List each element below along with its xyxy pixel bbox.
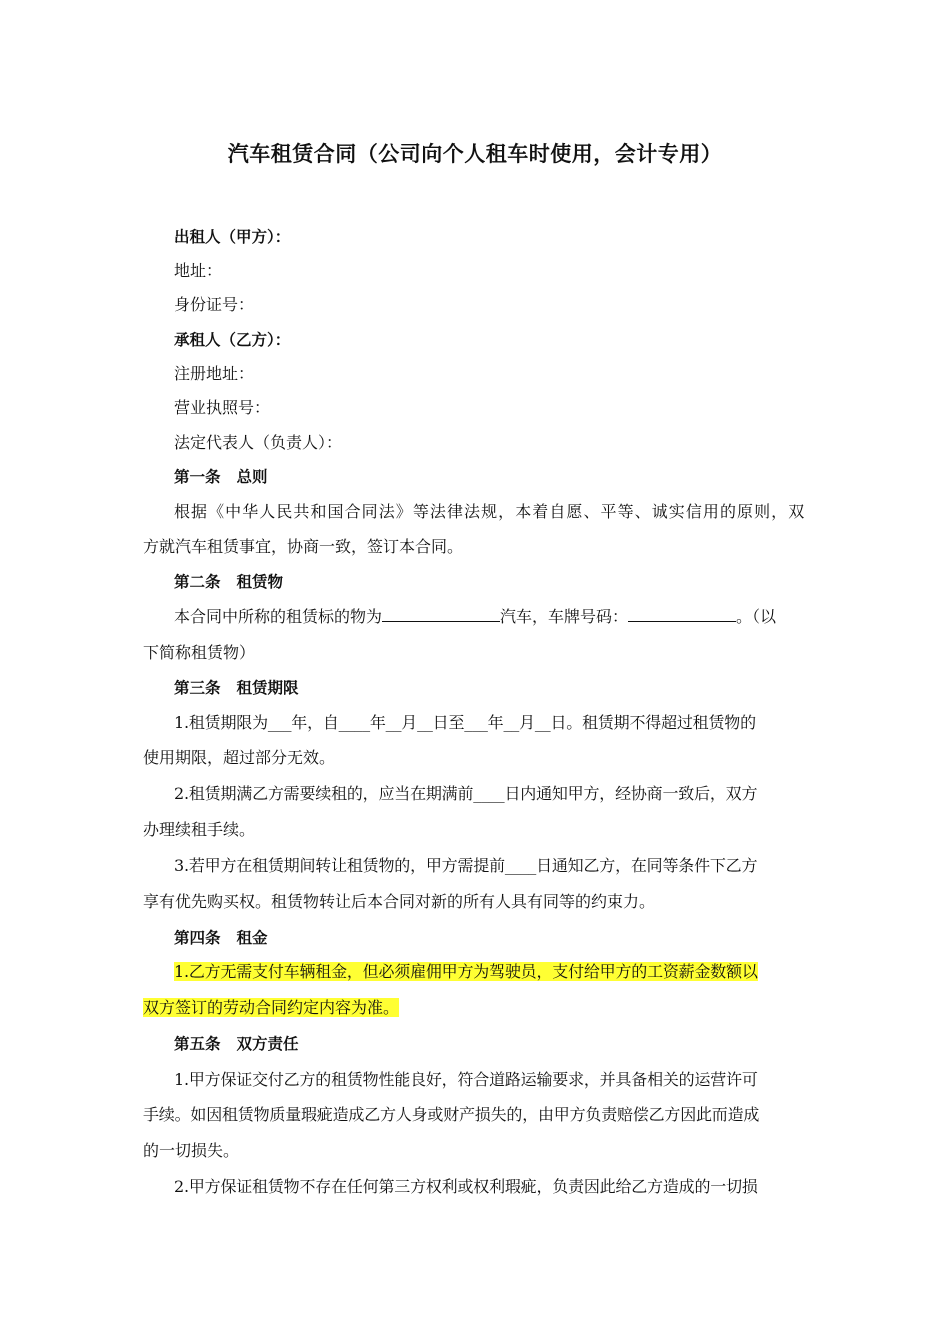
article-5-p1-line-3: 的一切损失。	[143, 1141, 240, 1160]
article-1-line-1: 根据《中华人民共和国合同法》等法律法规，本着自愿、平等、诚实信用的原则，双	[174, 502, 804, 521]
article-title: 租赁物	[236, 573, 284, 591]
legal-representative-label: 法定代表人（负责人）：	[174, 433, 343, 452]
article-2-line-1	[174, 607, 776, 627]
article-3-p1-line-1: 1.租赁期限为___年，自____年__月__日至___年__月__日。租赁期不得超过租赁物的	[174, 713, 756, 732]
blank-plate-number	[628, 607, 736, 622]
address-label: 地址：	[174, 261, 223, 280]
article-5-p2-line-1: 2.甲方保证租赁物不存在任何第三方权利或权利瑕疵，负责因此给乙方造成的一切损	[174, 1177, 758, 1196]
article-title: 总则	[236, 468, 268, 486]
highlighted-text: 双方签订的劳动合同约定内容为准。	[143, 998, 400, 1017]
registered-address-label: 注册地址：	[174, 364, 255, 383]
article-4-heading	[174, 928, 268, 948]
business-license-label: 营业执照号：	[174, 398, 271, 417]
article-1-heading	[174, 467, 268, 487]
article-title: 双方责任	[236, 1035, 299, 1053]
lessee-label: 承租人（乙方）：	[174, 331, 291, 349]
article-5-heading	[174, 1034, 299, 1054]
article-number: 第三条	[174, 679, 221, 697]
article-3-heading	[174, 678, 299, 698]
article-number: 第一条	[174, 468, 221, 486]
article-3-p1-line-2: 使用期限，超过部分无效。	[143, 748, 336, 767]
article-2-heading	[174, 572, 283, 592]
article-1-line-2: 方就汽车租赁事宜，协商一致，签订本合同。	[143, 537, 464, 556]
lessor-label: 出租人（甲方）：	[174, 228, 291, 246]
article-2-text-a: 本合同中所称的租赁标的物为	[174, 607, 383, 626]
article-3-p3-line-1: 3.若甲方在租赁期间转让租赁物的，甲方需提前____日通知乙方，在同等条件下乙方	[174, 856, 758, 875]
article-number: 第五条	[174, 1035, 221, 1053]
highlighted-text: 1.乙方无需支付车辆租金，但必须雇佣甲方为驾驶员，支付给甲方的工资薪金数额以	[174, 962, 758, 981]
article-2-line-2: 下简称租赁物）	[143, 643, 256, 662]
article-5-p1-line-2: 手续。如因租赁物质量瑕疵造成乙方人身或财产损失的，由甲方负责赔偿乙方因此而造成	[143, 1105, 760, 1124]
article-3-p2-line-2: 办理续租手续。	[143, 820, 256, 839]
article-3-p3-line-2: 享有优先购买权。租赁物转让后本合同对新的所有人具有同等的约束力。	[143, 892, 656, 911]
article-title: 租赁期限	[236, 679, 299, 697]
document-title: 汽车租赁合同（公司向个人租车时使用，会计专用）	[227, 142, 723, 166]
article-2-text-b: 汽车，车牌号码：	[500, 607, 629, 626]
article-title: 租金	[236, 929, 268, 947]
article-number: 第二条	[174, 573, 221, 591]
article-3-p2-line-1: 2.租赁期满乙方需要续租的，应当在期满前____日内通知甲方，经协商一致后，双方	[174, 784, 758, 803]
article-number: 第四条	[174, 929, 221, 947]
article-2-text-c: 。（以	[736, 607, 777, 626]
article-5-p1-line-1: 1.甲方保证交付乙方的租赁物性能良好，符合道路运输要求，并具备相关的运营许可	[174, 1070, 758, 1089]
article-4-line-1	[174, 962, 758, 982]
blank-vehicle-model	[382, 607, 500, 622]
article-4-line-2	[143, 998, 807, 1018]
id-number-label: 身份证号：	[174, 295, 255, 314]
